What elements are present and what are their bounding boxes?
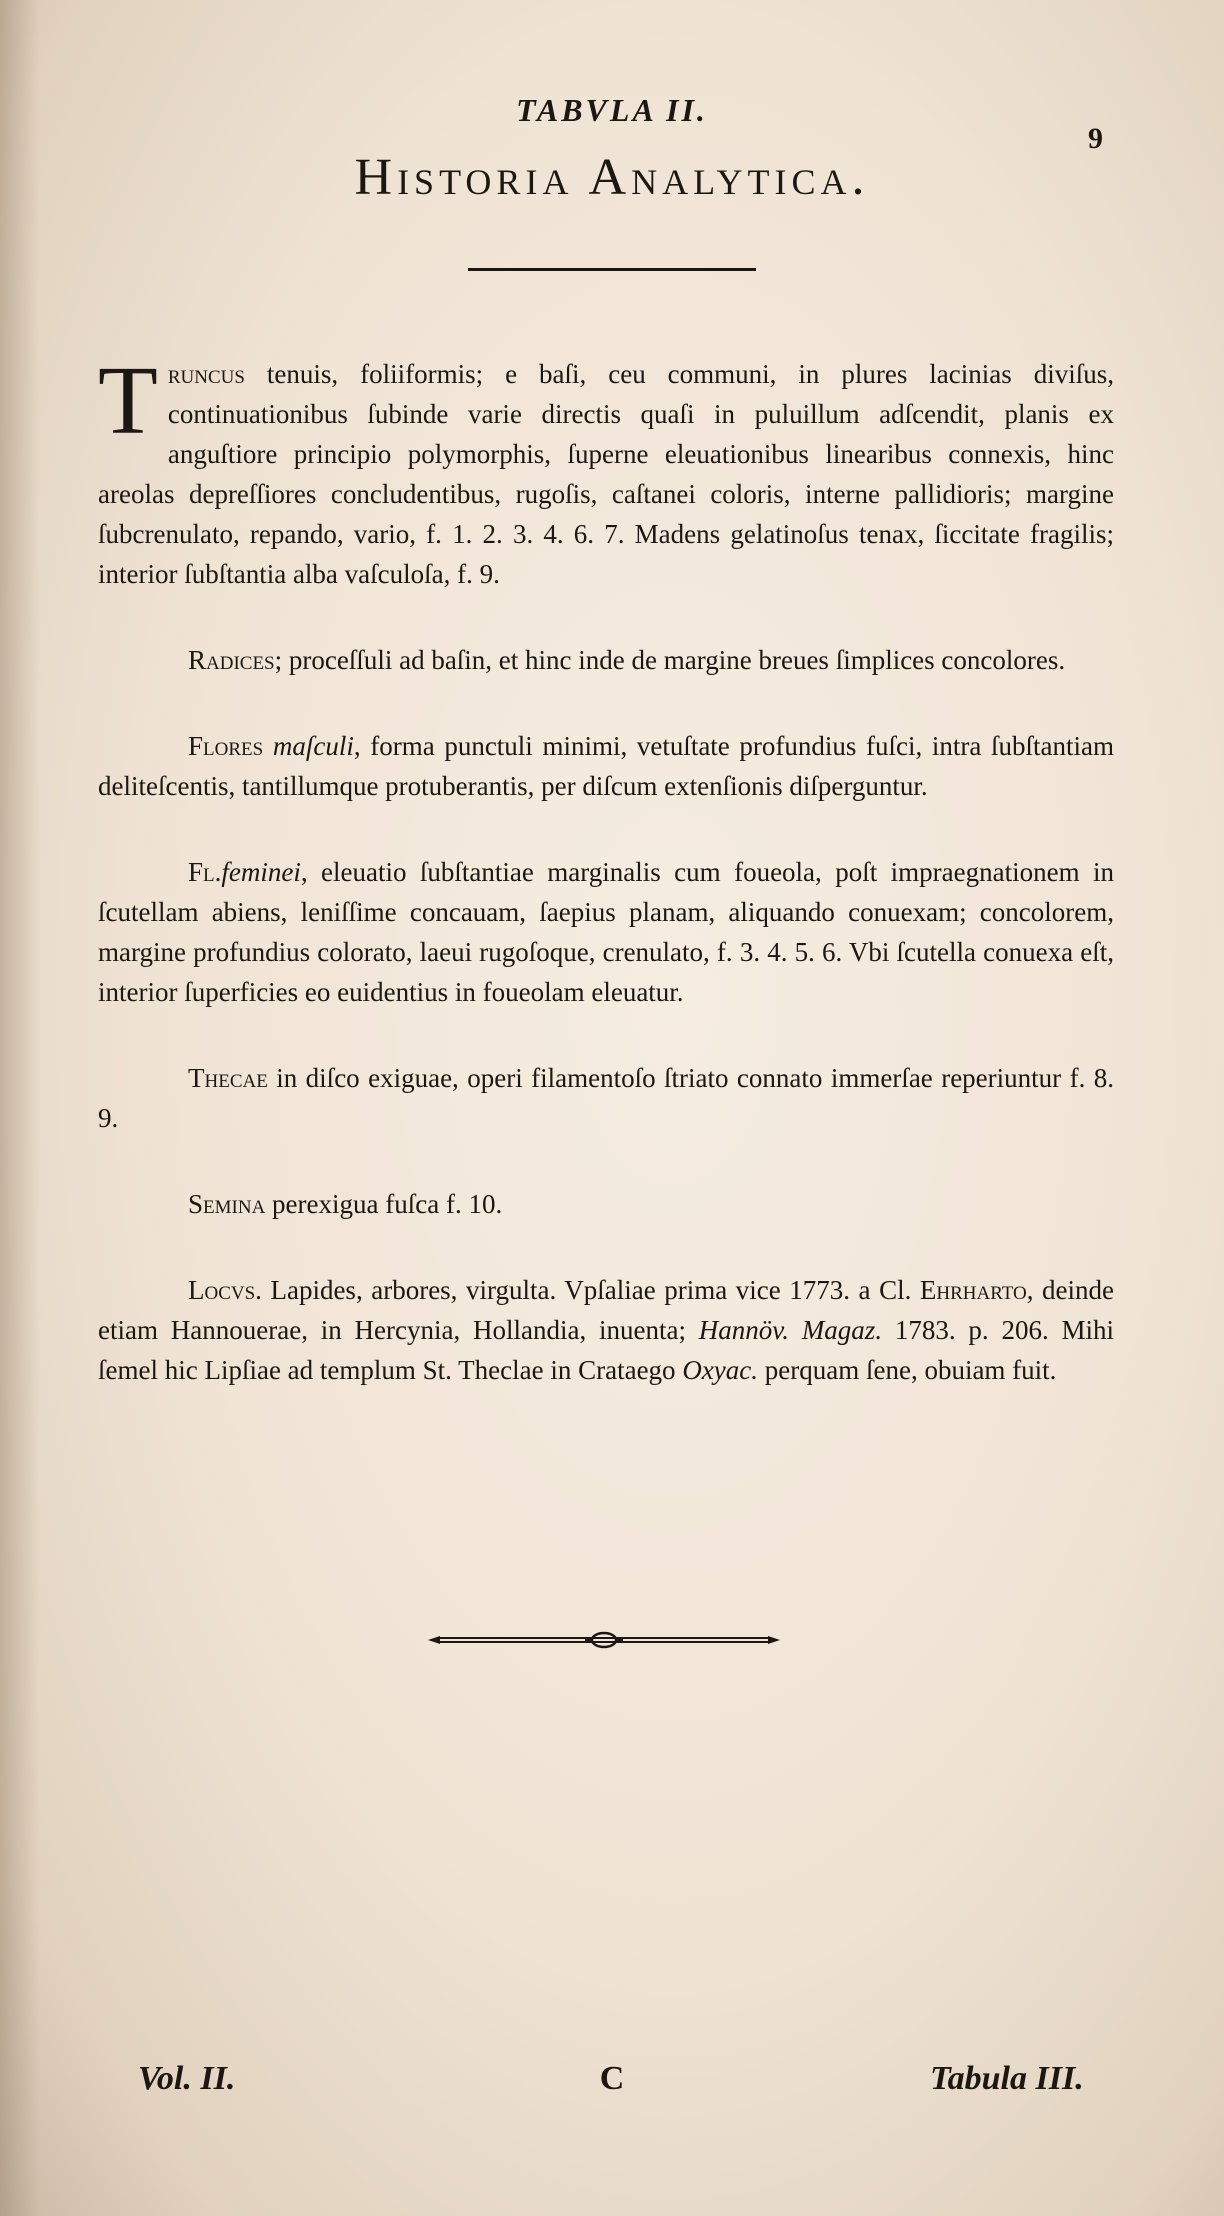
paragraph-text: 1783. p. 206. Mihi ſemel hic Lipſiae ad templum St. Theclae in Crataego [98, 1315, 1115, 1385]
ornament-rule [428, 1628, 780, 1652]
paragraph-thecae [98, 1058, 1114, 1138]
paragraph-semina [98, 1184, 1114, 1224]
binding-shadow [0, 0, 40, 2216]
paragraph-text: , deinde etiam Hannouerae, in Hercynia, Hollandia, inuenta; [98, 1275, 1114, 1345]
heading-rule [468, 268, 756, 271]
person-name: Ehrharto [919, 1275, 1027, 1305]
page-number: 9 [1088, 122, 1103, 155]
lead-word: runcus [167, 359, 245, 389]
paragraph-flores [98, 726, 1114, 806]
italic-term: maſculi [272, 731, 354, 761]
paragraph-text: perquam ſene, obuiam fuit. [758, 1355, 1057, 1385]
plate-title: TABVLA II. [516, 92, 708, 128]
signature-mark: C [599, 2060, 625, 2097]
paragraph-text: in diſco exiguae, operi filamentoſo ſtriato connato immerſae reperiuntur f. 8. 9. [98, 1063, 1114, 1133]
lead-word: Fl. [188, 857, 222, 887]
paragraph-text: perexigua fuſca f. 10. [265, 1189, 503, 1219]
volume-label: Vol. II. [138, 2060, 236, 2097]
lead-word: Semina [188, 1189, 266, 1219]
page-heading: Historia Analytica. [354, 149, 870, 206]
paragraph-text: Lapides, arbores, virgulta. Vpſaliae prima vice 1773. a Cl. [261, 1275, 920, 1305]
lead-word: Locvs. [188, 1275, 262, 1305]
paragraph-radices [98, 640, 1114, 680]
paragraph-text: ; proceſſuli ad baſin, et hinc inde de margine breues ſimplices concolores. [274, 645, 1066, 675]
lead-word: Flores [188, 731, 264, 761]
lead-word: Radices [188, 645, 275, 675]
paragraph-text: tenuis, foliiformis; e baſi, ceu communi, in plures lacinias diviſus, continuationibus ſubinde varie directis quaſi in puluillum adſcendit, planis ex anguſtiore principio polymorphis, ſuperne eleuationibus linearibus connexis, hinc areolas depreſſiores concludentibus, rugoſis, caſtanei coloris, interne pallidioris; margine ſubcrenulato, repando, vario, f. 1. 2. 3. 4. 6. 7. Madens gelatinoſus tenax, ſiccitate fragilis; interior ſubſtantia alba vaſculoſa, f. 9. [98, 359, 1114, 589]
catchword: Tabula III. [930, 2060, 1084, 2097]
plant-name: Oxyac. [682, 1355, 759, 1385]
citation: Hannöv. Magaz. [698, 1315, 883, 1345]
body-text [98, 347, 1115, 1436]
paragraph-locus [98, 1270, 1114, 1390]
paragraph-text: , eleuatio ſubſtantiae marginalis cum foueola, poſt impraegnationem in ſcutellam abiens, leniſſime concauam, ſaepius planam, aliquando conuexam; concolorem, margine profundius colorato, laeui rugoſoque, crenulato, f. 3. 4. 5. 6. Vbi ſcutella conuexa eſt, interior ſuperficies eo euidentius in foueolam eleuatur. [98, 857, 1114, 1007]
drop-cap: T [98, 347, 158, 455]
paragraph-fl-feminei [98, 852, 1114, 1012]
lead-word: Thecae [188, 1063, 268, 1093]
italic-term: feminei [221, 857, 301, 887]
paragraph-truncus [98, 347, 1114, 594]
paragraph-text: , forma punctuli minimi, vetuſtate profundius fuſci, intra ſubſtantiam deliteſcentis, tantillumque protuberantis, per diſcum extenſionis diſperguntur. [98, 731, 1114, 801]
